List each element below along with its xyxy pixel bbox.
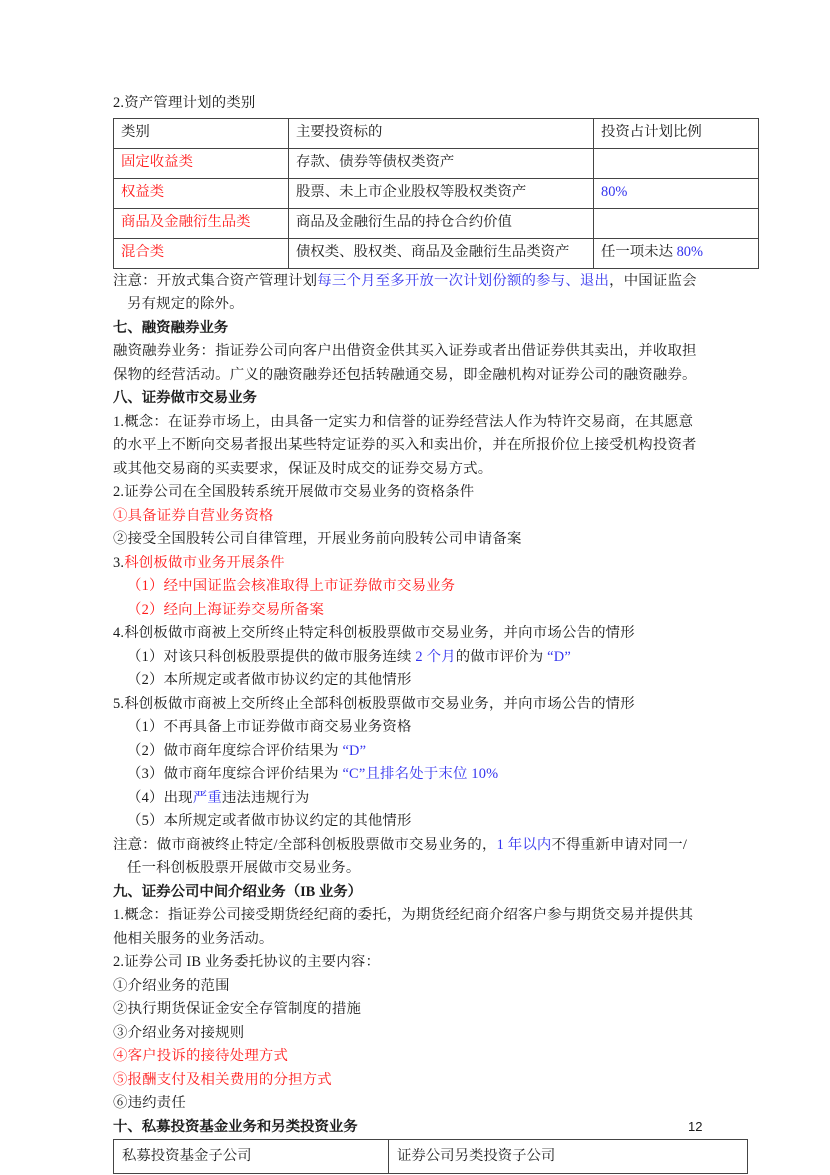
cell-alternative-investment-subsidiary: 证券公司另类投资子公司 [389, 1140, 748, 1174]
section-9-concept-line-1: 1.概念：指证券公司接受期货经纪商的委托，为期货经纪商介绍客户参与期货交易并提供其 [113, 907, 694, 923]
section-9-item2-sub3: ③介绍业务对接规则 [113, 1024, 245, 1041]
header-cell-ratio: 投资占计划比例 [594, 118, 759, 148]
document-content [113, 92, 713, 1174]
section-8-concept-line-1: 1.概念：在证券市场上，由具备一定实力和信誉的证券经营法人作为特许交易商，在其愿意 [113, 413, 694, 430]
section-8-item2-title: 2.证券公司在全国股转系统开展做市交易业务的资格条件 [113, 484, 475, 500]
section-8-item3-sub2: （2）经向上海证券交易所备案 [127, 601, 325, 618]
header-cell-target: 主要投资标的 [289, 118, 594, 148]
section-9-item2-sub4: ④客户投诉的接待处理方式 [113, 1048, 289, 1064]
section-8-item5-sub1: （1）不再具备上市证券做市商交易业务资格 [127, 719, 412, 735]
cell-target: 存款、债券等债权类资产 [289, 148, 594, 178]
section-8-item5-sub4 [113, 787, 713, 811]
asset-mgmt-note-line-1 [113, 270, 713, 294]
section-8-item4-title: 4.科创板做市商被上交所终止特定科创板股票做市交易业务，并向市场公告的情形 [113, 625, 635, 641]
cell-category: 混合类 [114, 238, 289, 268]
item5-sub4-b: 违法违规行为 [221, 789, 310, 806]
item4-sub1-b: 的做市评价为 [455, 648, 548, 665]
cell-target: 债权类、股权类、商品及金融衍生品类资产 [289, 238, 594, 268]
table-row [114, 178, 759, 208]
note-text-highlight: 每三个月至多开放一次计划份额的参与、退出 [317, 272, 610, 289]
item5-sub2-highlight: “D” [342, 742, 367, 759]
section-10-heading: 十、私募投资基金业务和另类投资业务 [113, 1118, 358, 1135]
section-9-item2-title: 2.证券公司 IB 业务委托协议的主要内容： [113, 954, 381, 970]
table-row [114, 1140, 748, 1174]
section-8-item5-title: 5.科创板做市商被上交所终止全部科创板股票做市交易业务，并向市场公告的情形 [113, 695, 635, 712]
section-8-item5-sub3 [113, 763, 713, 787]
note-8-text-a: 注意：做市商被终止特定/全部科创板股票做市交易业务的， [113, 836, 497, 853]
note-text-b: ，中国证监会 [609, 272, 697, 289]
section-9-concept-line-2: 他相关服务的业务活动。 [113, 930, 274, 947]
section-8-heading: 八、证券做市交易业务 [113, 390, 257, 406]
item5-sub3-highlight: “C”且排名处于末位 10% [342, 766, 499, 782]
section-9-item2-sub5: ⑤报酬支付及相关费用的分担方式 [113, 1071, 332, 1088]
cell-category: 商品及金融衍生品类 [114, 208, 289, 238]
asset-mgmt-note-line-2: 另有规定的除外。 [127, 296, 244, 312]
asset-mgmt-title: 2.资产管理计划的类别 [113, 95, 256, 111]
section-7-heading: 七、融资融券业务 [113, 319, 229, 336]
item5-sub3-a: （3）做市商年度综合评价结果为 [127, 766, 343, 782]
cell-ratio [594, 208, 759, 238]
note-text-a: 注意：开放式集合资产管理计划 [113, 272, 318, 289]
table-header-row [114, 118, 759, 148]
table-row [114, 148, 759, 178]
section-7-para-line-2: 保物的经营活动。广义的融资融券还包括转融通交易，即金融机构对证券公司的融资融券。 [113, 366, 697, 383]
page-number: 12 [688, 1119, 703, 1134]
section-8-concept-line-2: 的水平上不断向交易者报出某些特定证券的买入和卖出价，并在所报价位上接受机构投资者 [113, 437, 697, 453]
header-cell-category: 类别 [114, 118, 289, 148]
section-9-heading: 九、证券公司中间介绍业务（IB 业务） [113, 883, 363, 900]
cell-category: 固定收益类 [114, 148, 289, 178]
section-8-item2-sub1: ①具备证券自营业务资格 [113, 507, 274, 524]
item5-sub2-a: （2）做市商年度综合评价结果为 [127, 742, 343, 759]
cell-ratio [594, 238, 759, 268]
section-8-item3-sub1: （1）经中国证监会核准取得上市证券做市交易业务 [127, 578, 456, 594]
section-9-item2-sub1: ①介绍业务的范围 [113, 977, 230, 994]
cell-ratio: 80% [594, 178, 759, 208]
section-7-para-line-1: 融资融券业务：指证券公司向客户出借资金供其买入证券或者出借证券供其卖出，并收取担 [113, 343, 697, 359]
section-9-item2-sub2: ②执行期货保证金安全存管制度的措施 [113, 1001, 362, 1017]
cell-ratio-prefix: 任一项未达 [601, 244, 677, 260]
section-8-item4-sub2: （2）本所规定或者做市协议约定的其他情形 [127, 672, 412, 688]
section-8-note-line-2: 任一科创板股票开展做市交易业务。 [127, 860, 361, 876]
cell-target: 股票、未上市企业股权等股权类资产 [289, 178, 594, 208]
item3-number: 3. [113, 554, 125, 571]
section-9-item2-sub6: ⑥违约责任 [113, 1095, 186, 1111]
section-10-table [113, 1139, 748, 1174]
note-8-text-b: 不得重新申请对同一/ [551, 836, 688, 853]
cell-category: 权益类 [114, 178, 289, 208]
item5-sub4-a: （4）出现 [127, 789, 193, 806]
section-8-note-line-1 [113, 834, 713, 858]
section-8-item5-sub2 [113, 740, 713, 764]
item5-sub4-highlight: 严重 [192, 789, 222, 806]
section-8-item5-sub5: （5）本所规定或者做市协议约定的其他情形 [127, 813, 412, 829]
cell-ratio-value: 80% [676, 244, 703, 260]
item4-sub1-highlight-1: 2 个月 [415, 648, 456, 665]
section-8-item4-sub1 [113, 646, 713, 670]
cell-target: 商品及金融衍生品的持仓合约价值 [289, 208, 594, 238]
table-row [114, 238, 759, 268]
asset-mgmt-table [113, 118, 759, 269]
item4-sub1-a: （1）对该只科创板股票提供的做市服务连续 [127, 648, 416, 665]
item3-title-text: 科创板做市业务开展条件 [124, 554, 285, 571]
table-row [114, 208, 759, 238]
cell-private-fund-subsidiary: 私募投资基金子公司 [114, 1140, 389, 1174]
note-8-highlight: 1 年以内 [496, 836, 552, 853]
cell-ratio [594, 148, 759, 178]
section-8-concept-line-3: 或其他交易商的买卖要求，保证及时成交的证券交易方式。 [113, 460, 493, 477]
section-8-item3-title [113, 552, 713, 576]
section-8-item2-sub2: ②接受全国股转公司自律管理，开展业务前向股转公司申请备案 [113, 531, 522, 547]
item4-sub1-highlight-2: “D” [547, 648, 571, 665]
